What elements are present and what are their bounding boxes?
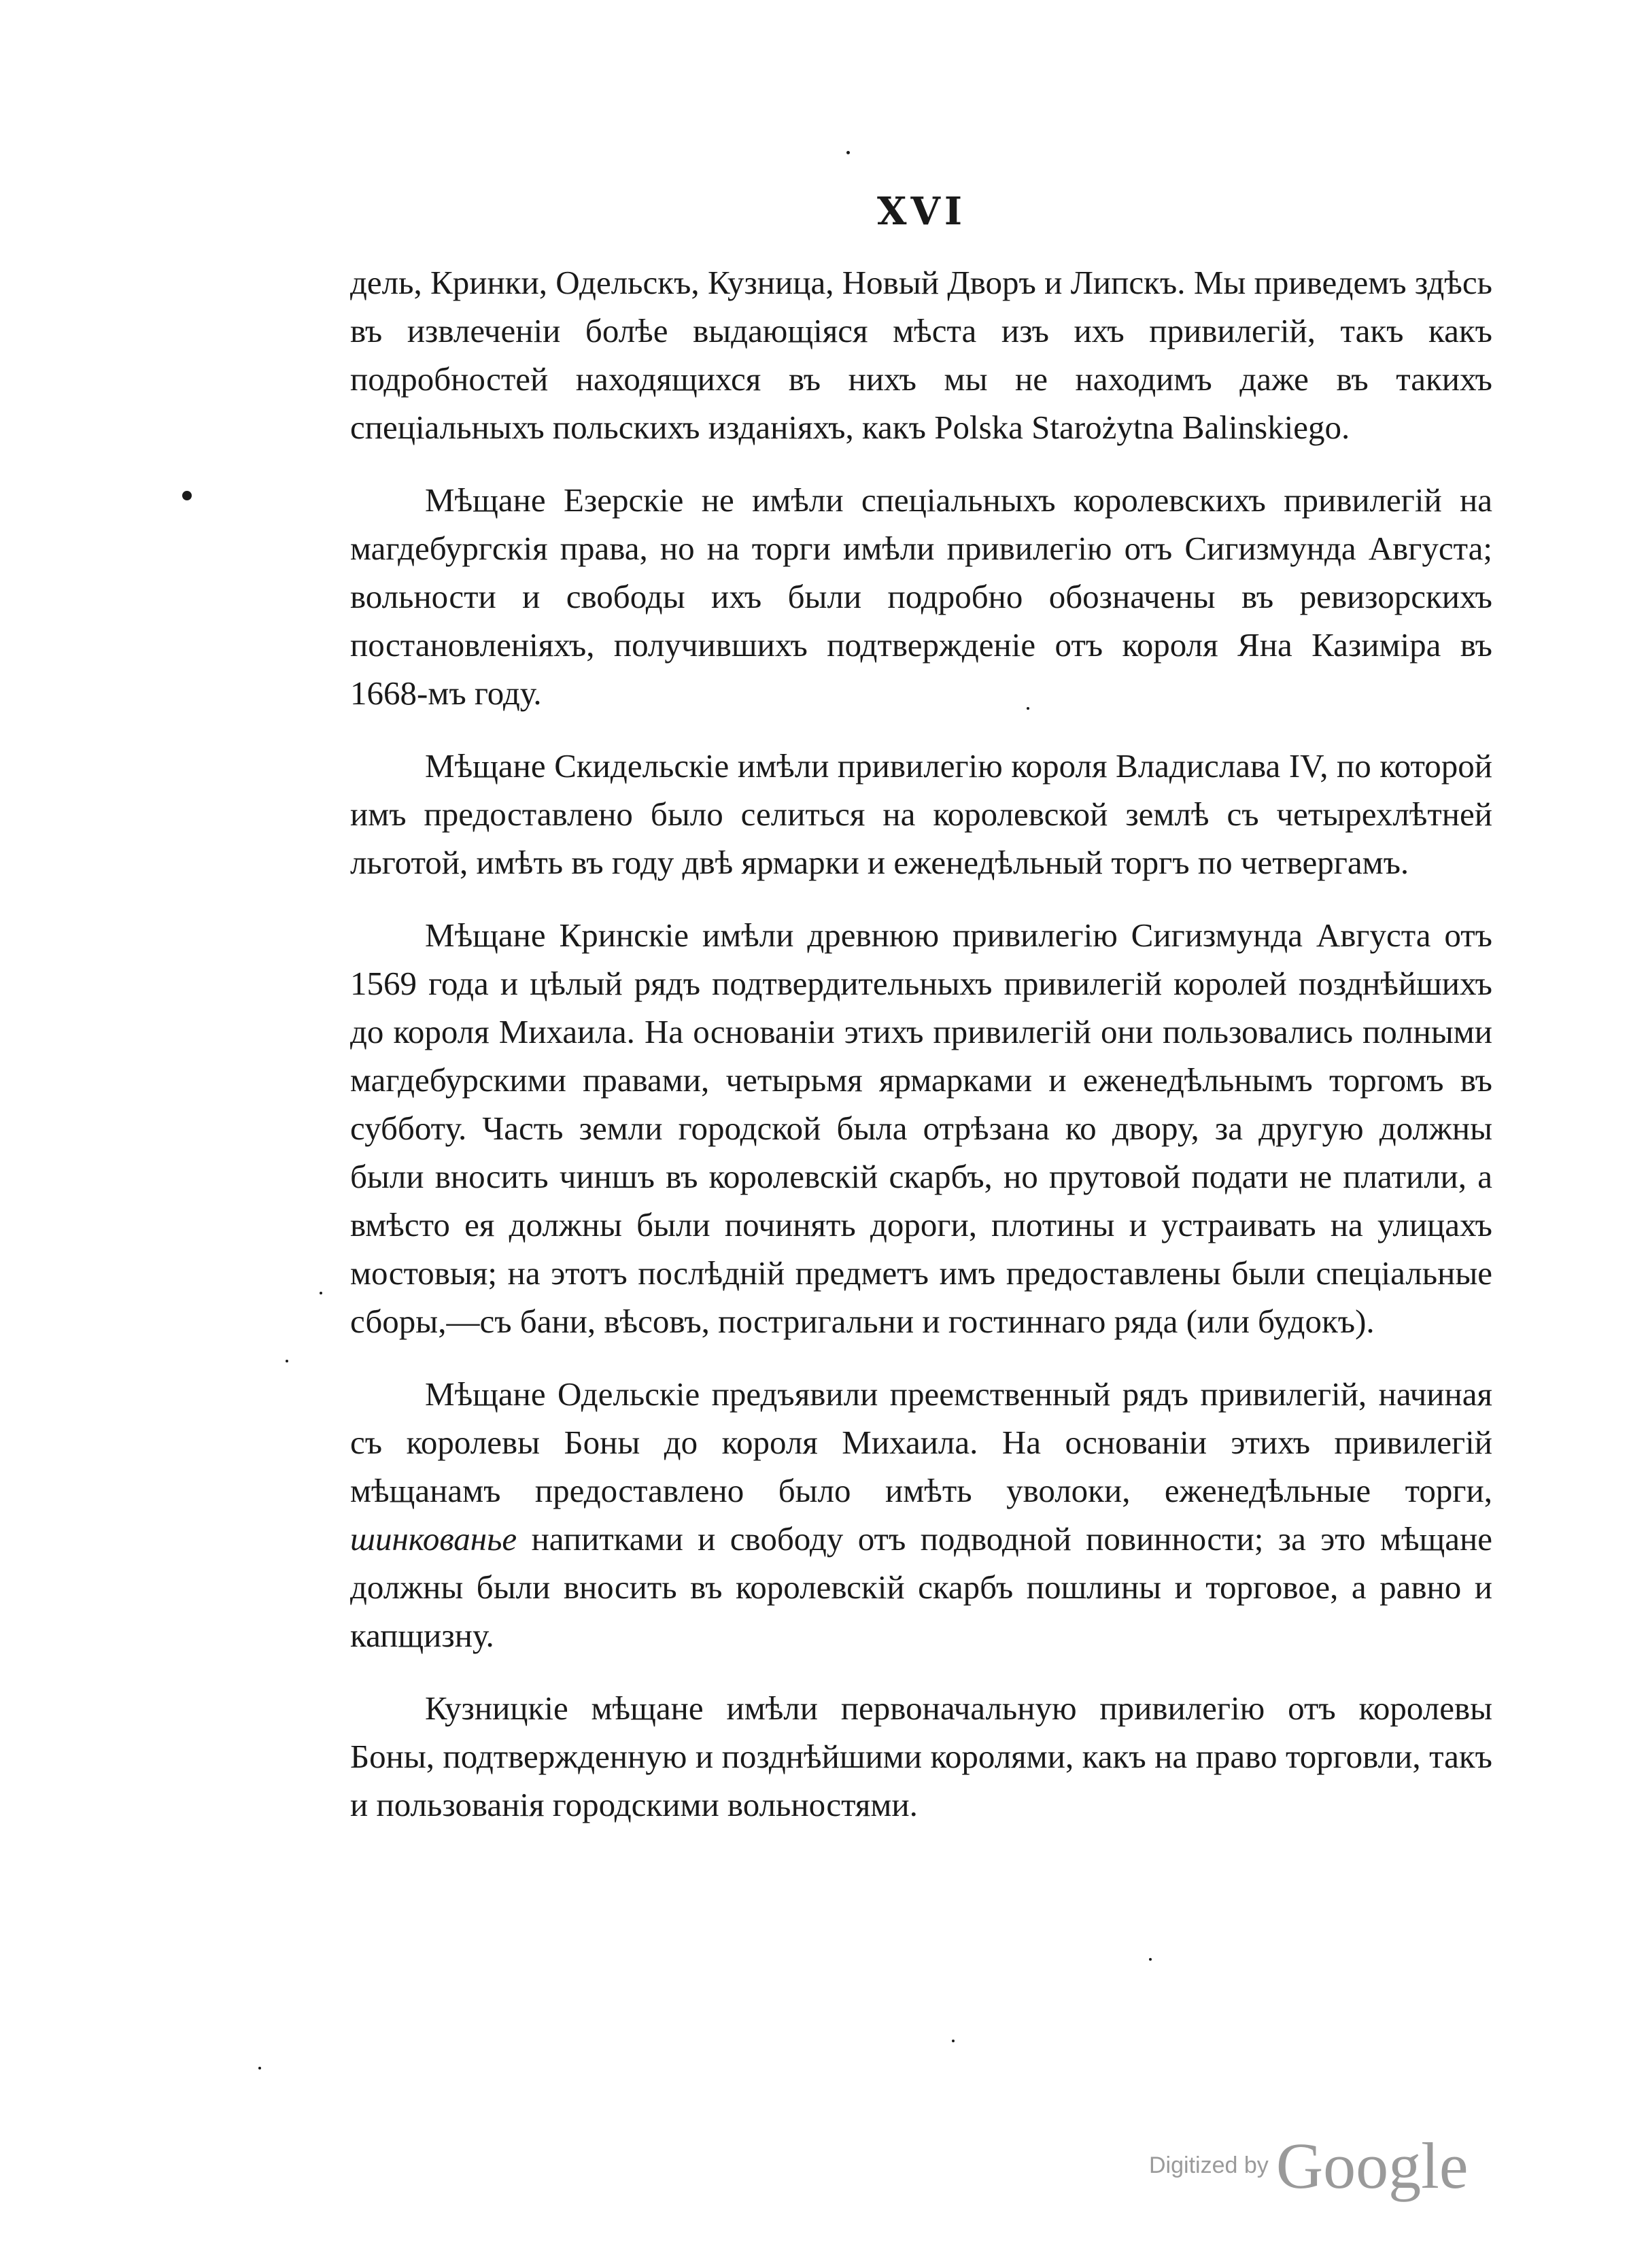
scan-speck	[1027, 707, 1029, 710]
paragraph-odelskie-part-2: напитками и свободу отъ подводной повинности; за это мѣщане должны были вносить въ королевскій скарбъ пошлины и торговое, а равно и капщизну.	[350, 1520, 1493, 1654]
italic-term: шинкованье	[350, 1520, 517, 1558]
scan-speck	[846, 151, 850, 154]
page-number: XVI	[877, 189, 967, 234]
paragraph-krinskie: Мѣщане Кринскіе имѣли древнюю привилегію Сигизмунда Августа отъ 1569 года и цѣлый рядъ подтвердительныхъ привилегій королей позднѣйшихъ до короля Михаила. На основаніи этихъ привилегій они пользовались полными магдебурскими правами, четырьмя ярмарками и еженедѣльнымъ торгомъ въ субботу. Часть земли городской была отрѣзана ко двору, за другую должны были вносить чиншъ въ королевскій скарбъ, но прутовой подати не платили, а вмѣсто ея должны были починять дороги, плотины и устраивать на улицахъ мостовыя; на этотъ послѣдній предметъ имъ предоставлены были спеціальные сборы,—съ бани, вѣсовъ, постригальни и гостиннаго ряда (или будокъ).	[350, 916, 1492, 1340]
scan-speck	[320, 1292, 322, 1294]
scan-speck	[1149, 1958, 1152, 1961]
paragraph-kuznitskie: Кузницкіе мѣщане имѣли первоначальную привилегію отъ королевы Боны, подтвержденную и позднѣйшими королями, какъ на право торговли, такъ и пользованія городскими вольностями.	[350, 1689, 1492, 1823]
text-body	[350, 258, 1492, 1853]
scan-speck	[182, 491, 192, 500]
paragraph-ezerskie: Мѣщане Езерскіе не имѣли спеціальныхъ королевскихъ привилегій на магдебургскія права, но на торги имѣли привилегію отъ Сигизмунда Августа; вольности и свободы ихъ были подробно обозначены въ ревизорскихъ постановленіяхъ, получившихъ подтвержденіе отъ короля Яна Казиміра въ 1668-мъ году.	[350, 481, 1492, 712]
paragraph-odelskie-part-1: Мѣщане Одельскіе предъявили преемственный рядъ привилегій, начиная съ королевы Боны до короля Михаила. На основаніи этихъ привилегій мѣщанамъ предоставлено было имѣть уволоки, еженедѣльные торги,	[350, 1375, 1492, 1509]
paragraph-odelskie	[350, 1370, 1492, 1660]
scan-speck	[952, 2040, 955, 2042]
google-logo: Google	[1275, 2129, 1469, 2202]
digitized-by-google-watermark	[1149, 2128, 1468, 2203]
paragraph-continuation: дель, Кринки, Одельскъ, Кузница, Новый Дворъ и Липскъ. Мы приведемъ здѣсь въ извлеченіи болѣе выдающіяся мѣста изъ ихъ привилегій, такъ какъ подробностей находящихся въ нихъ мы не находимъ даже въ такихъ спеціальныхъ польскихъ изданіяхъ, какъ Polska Starożytna Balinskiego.	[350, 264, 1492, 446]
paragraph-skidelskie: Мѣщане Скидельскіе имѣли привилегію короля Владислава IV, по которой имъ предоставлено было селиться на королевской землѣ съ четырехлѣтней льготой, имѣть въ году двѣ ярмарки и еженедѣльный торгъ по четвергамъ.	[350, 747, 1492, 881]
watermark-prefix: Digitized by	[1149, 2152, 1269, 2178]
scan-speck	[286, 1360, 288, 1362]
scan-speck	[258, 2067, 261, 2069]
